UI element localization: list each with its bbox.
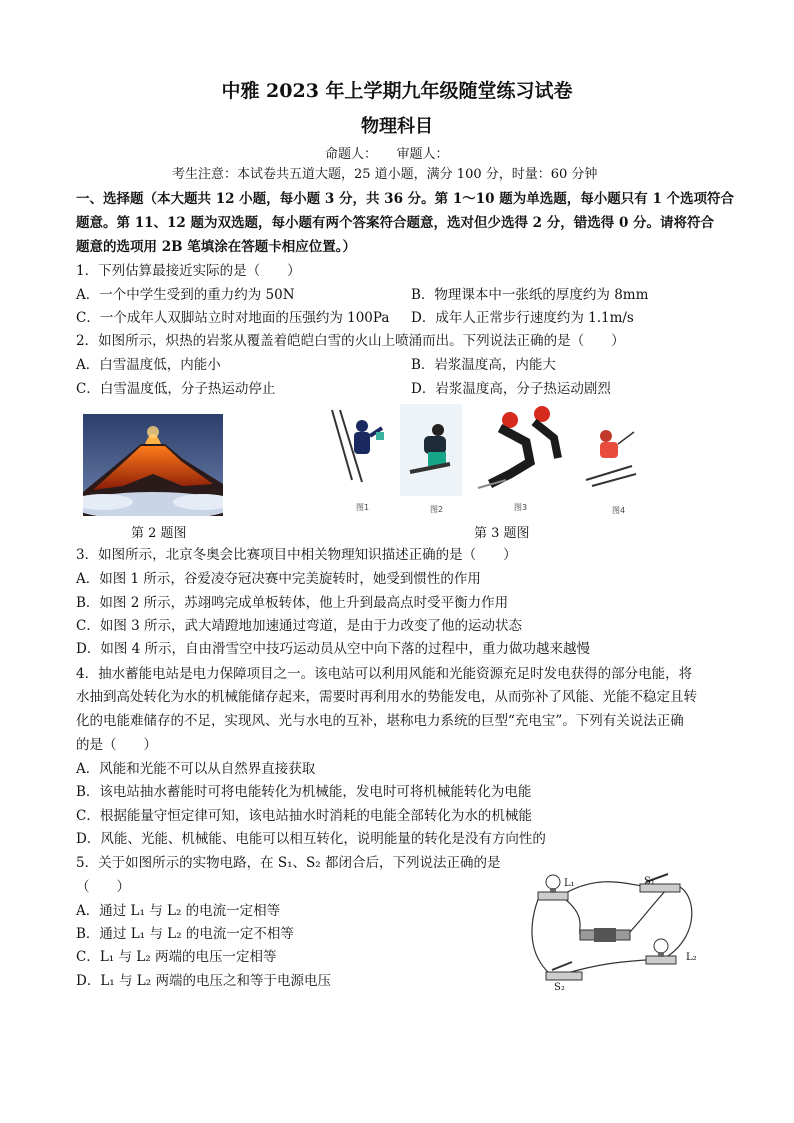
q2-option-a: A．白雪温度低，内能小 [76, 357, 221, 373]
q3-stem: 3．如图所示，北京冬奥会比赛项目中相关物理知识描述正确的是（ ） [76, 547, 517, 563]
q5-option-c: C．L₁ 与 L₂ 两端的电压一定相等 [76, 949, 277, 965]
figure-caption-q2: 第 2 题图 [131, 526, 187, 541]
olympics-fig4-image [582, 414, 642, 494]
q1-option-d: D．成年人正常步行速度约为 1.1m/s [411, 310, 634, 326]
q3-option-d: D．如图 4 所示，自由滑雪空中技巧运动员从空中向下落的过程中，重力做功越来越慢 [76, 641, 590, 657]
q4-option-d: D．风能、光能、机械能、电能可以相互转化，说明能量的转化是没有方向性的 [76, 831, 546, 847]
exam-notice: 考生注意：本试卷共五道大题，25 道小题，满分 100 分，时量：60 分钟 [172, 167, 598, 182]
olympics-fig1-label: 图1 [356, 503, 370, 512]
q2-option-b: B．岩浆温度高，内能大 [411, 357, 556, 373]
volcano-image [83, 414, 223, 516]
section-instructions-line2: 题意。第 11、12 题为双选题，每小题有两个答案符合题意，选对但少选得 2 分，错选得 0 分。请将符合 [76, 215, 715, 231]
label-L2: L₂ [686, 952, 697, 963]
q4-option-c: C．根据能量守恒定律可知，该电站抽水时消耗的电能全部转化为水的机械能 [76, 808, 532, 824]
label-S2: S₂ [554, 982, 565, 993]
olympics-fig2-label: 图2 [430, 505, 444, 514]
section-instructions-line1: 一、选择题（本大题共 12 小题，每小题 3 分，共 36 分。第 1～10 题为单选题，每小题只有 1 个选项符合 [76, 191, 735, 207]
exam-title: 中雅 2023 年上学期九年级随堂练习试卷 [221, 80, 573, 102]
q5-option-d: D．L₁ 与 L₂ 两端的电压之和等于电源电压 [76, 973, 331, 989]
label-L1: L₁ [564, 878, 575, 889]
olympics-fig3-label: 图3 [514, 503, 528, 512]
olympics-fig2-image [400, 404, 462, 496]
olympics-fig4-label: 图4 [612, 506, 626, 515]
label-S1: S₁ [644, 876, 655, 887]
q5-answer-paren: （ ） [76, 879, 130, 895]
q5-option-a: A．通过 L₁ 与 L₂ 的电流一定相等 [76, 903, 281, 919]
q1-option-a: A．一个中学生受到的重力约为 50N [76, 287, 295, 303]
q3-option-a: A．如图 1 所示，谷爱凌夺冠决赛中完美旋转时，她受到惯性的作用 [76, 571, 481, 587]
q4-stem-line2: 水抽到高处转化为水的机械能储存起来，需要时再利用水的势能发电，从而弥补了风能、光能不稳定且转 [76, 689, 697, 705]
q3-option-c: C．如图 3 所示，武大靖蹬地加速通过弯道，是由于力改变了他的运动状态 [76, 618, 523, 634]
subject-title: 物理科目 [361, 116, 433, 137]
q5-stem: 5．关于如图所示的实物电路，在 S₁、S₂ 都闭合后，下列说法正确的是 [76, 855, 501, 871]
q3-option-b: B．如图 2 所示，苏翊鸣完成单板转体，他上升到最高点时受平衡力作用 [76, 595, 509, 611]
figure-caption-q3: 第 3 题图 [474, 526, 530, 541]
q4-stem-line4: 的是（ ） [76, 737, 157, 753]
q1-stem: 1．下列估算最接近实际的是（ ） [76, 263, 301, 279]
olympics-fig3-image [470, 402, 570, 494]
olympics-fig1-image [322, 402, 392, 490]
q2-stem: 2．如图所示，炽热的岩浆从覆盖着皑皑白雪的火山上喷涌而出。下列说法正确的是（ ） [76, 333, 625, 349]
q2-option-c: C．白雪温度低，分子热运动停止 [76, 381, 276, 397]
q4-option-a: A．风能和光能不可以从自然界直接获取 [76, 761, 316, 777]
section-instructions-line3: 题意的选项用 2B 笔填涂在答题卡相应位置。） [76, 239, 356, 255]
circuit-diagram [518, 864, 706, 996]
q4-stem-line1: 4．抽水蓄能电站是电力保障项目之一。该电站可以利用风能和光能资源充足时发电获得的部分电能，将 [76, 666, 693, 682]
q5-option-b: B．通过 L₁ 与 L₂ 的电流一定不相等 [76, 926, 294, 942]
q1-option-c: C．一个成年人双脚站立时对地面的压强约为 100Pa [76, 310, 390, 326]
q4-option-b: B．该电站抽水蓄能时可将电能转化为机械能，发电时可将机械能转化为电能 [76, 784, 532, 800]
q2-option-d: D．岩浆温度高，分子热运动剧烈 [411, 381, 611, 397]
authors-line: 命题人： 审题人： [325, 147, 449, 162]
q4-stem-line3: 化的电能难储存的不足，实现风、光与水电的互补，堪称电力系统的巨型“充电宝”。下列有关说法正确 [76, 713, 684, 729]
q1-option-b: B．物理课本中一张纸的厚度约为 8mm [411, 287, 649, 303]
